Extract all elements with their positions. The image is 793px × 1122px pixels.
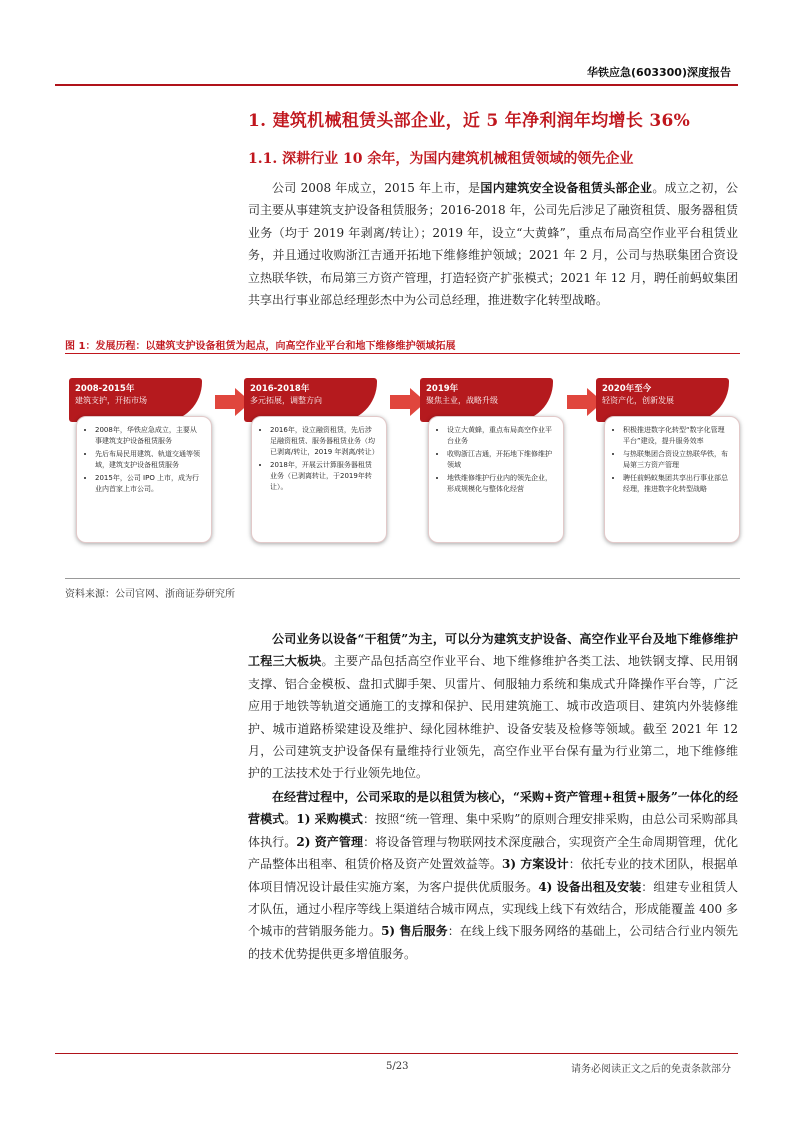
stage-year: 2020年至今 — [602, 384, 652, 394]
business-text: 。主要产品包括高空作业平台、地下维修维护各类工法、地铁钢支撑、民用钢支撑、铝合金模板、盘扣式脚手架、贝雷片、伺服轴力系统和集成式升降操作平台等，广泛应用于地铁等轨道交通施工的支撑和保护、民用建筑施工、城市改造项目、建筑内外装修维护、城市道路桥梁建设及维护、绿化园林维护、设备安装及检修等领域。截至 2021 年 12 月，公司建筑支护设备保有量维持行业领先，高空作业平台保有量为行业第二，地下维修维护的工法技术处于行业领先地位。 — [248, 654, 738, 781]
intro-paragraph — [248, 177, 738, 311]
figure-source: 资料来源：公司官网、浙商证券研究所 — [65, 589, 235, 600]
figure-title: 图 1：发展历程：以建筑支护设备租赁为起点，向高空作业平台和地下维修维护领域拓展 — [65, 341, 456, 352]
stage-year: 2016-2018年 — [250, 384, 310, 394]
stage-subtitle: 轻资产化，创新发展 — [602, 396, 674, 405]
figure-bottom-rule — [65, 578, 740, 579]
report-header-title: 华铁应急(603300)深度报告 — [587, 66, 731, 79]
stage-bullet: • 地铁维修维护行业内的领先企业，形成规模化与整体化经营 — [447, 473, 555, 495]
stage-bullet: • 先后布局民用建筑、轨道交通等领域，建筑支护设备租赁服务 — [95, 449, 203, 471]
model-emphasis: 在经营过程中，公司采取的是以租赁为核心，“采购+资产管理+租赁+服务”一体化的经营模式 — [248, 790, 738, 827]
stage-bullet: • 积极推进数字化转型“数字化管理平台”建设，提升服务效率 — [623, 425, 731, 447]
header-divider — [55, 84, 738, 86]
stage-bullet: • 设立大黄蜂，重点布局高空作业平台业务 — [447, 425, 555, 447]
intro-text-cont: 。成立之初，公司主要从事建筑支护设备租赁服务；2016-2018 年，公司先后涉足了融资租赁、服务器租赁业务（均于 2019 年剥离/转让）；2019 年，设立“大黄蜂”，重点布局高空作业平台租赁业务，并且通过收购浙江吉通开拓地下维修维护领域；2021 年 2 月，公司与热联集团合资设立热联华铁，布局第三方资产管理，打造轻资产扩张模式；2021 年 12 月，聘任前蚂蚁集团共享出行事业部总经理彭杰中为公司总经理，推进数字化转型战略。 — [248, 181, 738, 308]
rental-install-text: ：组建专业租赁人才队伍，通过小程序等线上渠道结合城市网点，实现线上线下有效结合，形成能覆盖 400 多个城市的营销服务能力。 — [248, 879, 738, 939]
subsection-heading: 1.1. 深耕行业 10 余年，为国内建筑机械租赁领域的领先企业 — [248, 151, 634, 167]
business-emphasis: 公司业务以设备“干租赁”为主，可以分为建筑支护设备、高空作业平台及地下维修维护工程三大板块 — [248, 632, 738, 669]
stage-bullet: • 2016年，设立融资租赁，先后涉足融资租赁、服务器租赁业务（均已剥离/转让，2019 年剥离/转让） — [270, 425, 378, 458]
stage-subtitle: 多元拓展，调整方向 — [250, 396, 322, 405]
stage-subtitle: 建筑支护，开拓市场 — [75, 396, 147, 405]
business-paragraph — [248, 628, 738, 785]
procurement-text: ：按照“统一管理、集中采购”的原则合理安排采购，由总公司采购部具体执行。 — [248, 812, 738, 849]
model-paragraph — [248, 786, 738, 965]
model-text: 。 — [284, 812, 297, 827]
stage-subtitle: 聚焦主业，战略升级 — [426, 396, 498, 405]
stage-bullet: • 2015年，公司 IPO 上市，成为行业内首家上市公司。 — [95, 473, 203, 495]
procurement-label: 1) 采购模式 — [296, 812, 363, 827]
stage-bullet: • 与热联集团合资设立热联华铁，布局第三方资产管理 — [623, 449, 731, 471]
stage-card — [428, 416, 564, 543]
rental-install-label: 4) 设备出租及安装 — [538, 879, 642, 894]
stage-bullet: • 2018年，开展云计算服务器租赁业务（已剥离转让，于2019年转让）。 — [270, 460, 378, 493]
stage-bullet: • 聘任前蚂蚁集团共享出行事业部总经理，推进数字化转型战略 — [623, 473, 731, 495]
footer-disclaimer: 请务必阅读正文之后的免责条款部分 — [571, 1064, 731, 1075]
intro-emphasis: 国内建筑安全设备租赁头部企业 — [480, 181, 653, 195]
solution-design-text: ：依托专业的技术团队，根据单体项目情况设计最佳实施方案，为客户提供优质服务。 — [248, 857, 738, 894]
after-sales-text: ：在线上线下服务网络的基础上，公司结合行业内领先的技术优势提供更多增值服务。 — [248, 924, 738, 961]
stage-bullet: • 收购浙江吉通，开拓地下维修维护领域 — [447, 449, 555, 471]
solution-design-label: 3) 方案设计 — [502, 857, 569, 872]
section-heading: 1. 建筑机械租赁头部企业，近 5 年净利润年均增长 36% — [248, 111, 691, 131]
intro-text: 公司 2008 年成立，2015 年上市，是 — [272, 181, 481, 195]
footer-divider — [55, 1053, 738, 1054]
stage-card — [76, 416, 212, 543]
stage-card — [251, 416, 387, 543]
asset-mgmt-label: 2) 资产管理 — [296, 834, 364, 849]
stage-year: 2008-2015年 — [75, 384, 135, 394]
after-sales-label: 5) 售后服务 — [381, 924, 448, 939]
timeline-figure — [65, 354, 740, 572]
page-number: 5/23 — [386, 1061, 409, 1072]
stage-year: 2019年 — [426, 384, 459, 394]
asset-mgmt-text: ：将设备管理与物联网技术深度融合，实现资产全生命周期管理，优化产品整体出租率、租赁价格及资产处置效益等。 — [248, 834, 738, 872]
stage-bullet: • 2008年，华铁应急成立，主要从事建筑支护设备租赁服务 — [95, 425, 203, 447]
stage-card — [604, 416, 740, 543]
